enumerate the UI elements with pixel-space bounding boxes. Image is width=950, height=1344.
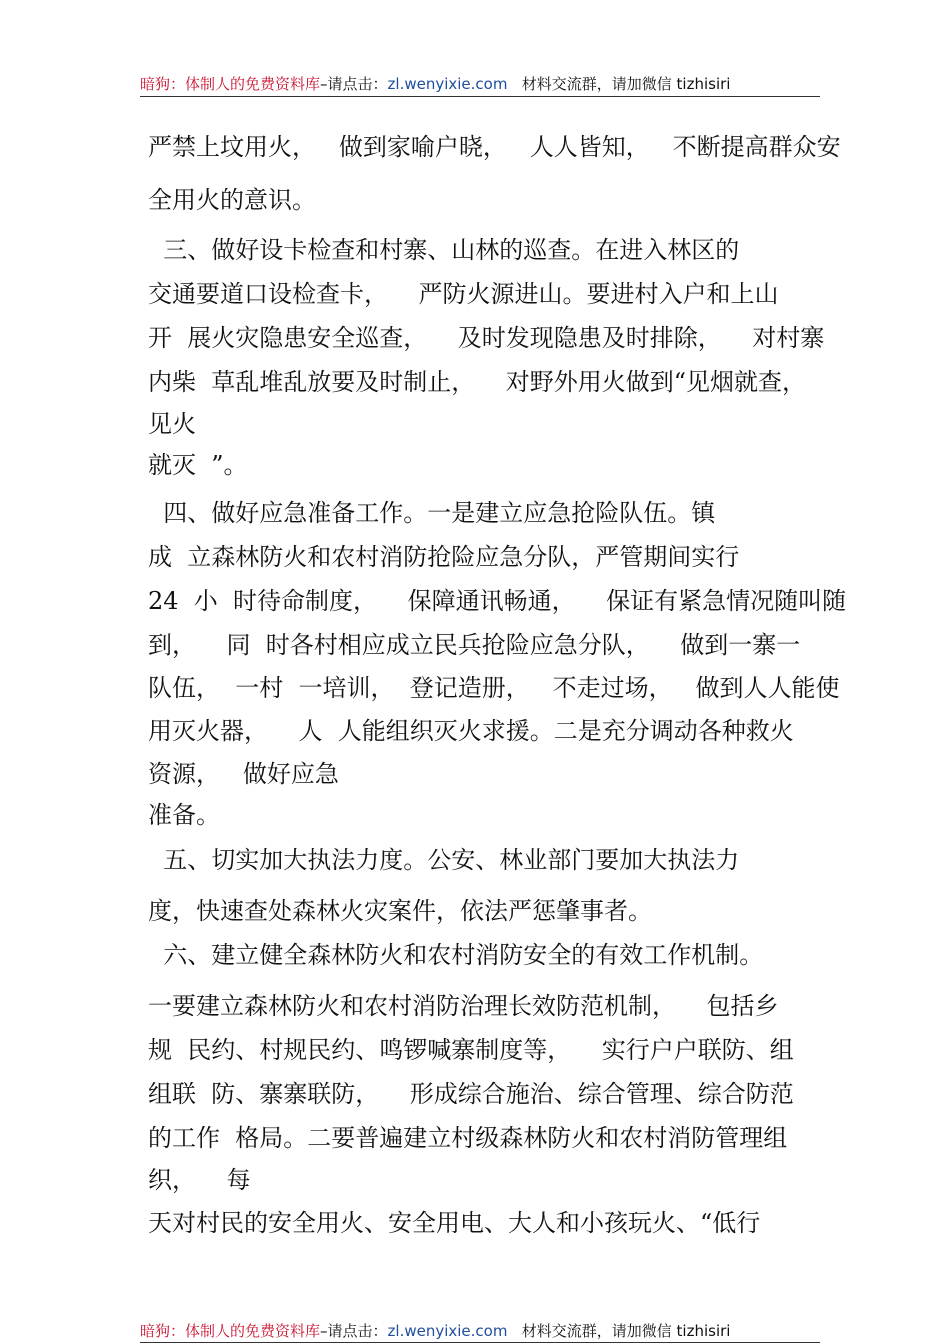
body-line: 规 民约、村规民约、鸣锣喊寨制度等， 实行户户联防、组 xyxy=(148,1036,794,1064)
body-line: 交通要道口设检查卡， 严防火源进山。要进村入户和上山 xyxy=(148,280,779,308)
footer-banner xyxy=(140,1320,820,1342)
body-line: 准备。 xyxy=(148,801,220,829)
body-line: 用灭火器， 人 人能组织灭火求援。二是充分调动各种救火 xyxy=(148,717,794,745)
body-line: 五、切实加大执法力度。公安、林业部门要加大执法力 xyxy=(148,846,740,874)
body-line: 的工作 格局。二要普遍建立村级森林防火和农村消防管理组 xyxy=(148,1124,788,1152)
body-line: 严禁上坟用火， 做到家喻户晓， 人人皆知， 不断提高群众安 xyxy=(148,133,841,161)
footer-contact: 材料交流群，请加微信 tizhisiri xyxy=(521,1322,731,1340)
header-banner xyxy=(140,73,820,95)
body-line: 天对村民的安全用火、安全用电、大人和小孩玩火、“低行 xyxy=(148,1209,761,1237)
body-line: 24 小 时待命制度， 保障通讯畅通， 保证有紧急情况随叫随 xyxy=(148,587,847,615)
body-line: 资源， 做好应急 xyxy=(148,760,339,788)
body-line: 四、做好应急准备工作。一是建立应急抢险队伍。镇 xyxy=(148,499,716,527)
body-line: 见火 xyxy=(148,410,196,438)
body-line: 三、做好设卡检查和村寨、山林的巡查。在进入林区的 xyxy=(148,236,740,264)
footer-url-link[interactable]: zl.wenyixie.com xyxy=(387,1322,508,1340)
body-line: 全用火的意识。 xyxy=(148,186,316,214)
body-line: 开 展火灾隐患安全巡查， 及时发现隐患及时排除， 对村寨 xyxy=(148,324,825,352)
body-line: 内柴 草乱堆乱放要及时制止， 对野外用火做到“见烟就查， xyxy=(148,368,807,396)
body-line: 一要建立森林防火和农村消防治理长效防范机制， 包括乡 xyxy=(148,992,779,1020)
header-rule xyxy=(140,96,820,97)
body-line: 到， 同 时各村相应成立民兵抢险应急分队， 做到一寨一 xyxy=(148,631,801,659)
body-line: 六、建立健全森林防火和农村消防安全的有效工作机制。 xyxy=(148,941,764,969)
body-line: 织， 每 xyxy=(148,1166,251,1194)
footer-rule xyxy=(140,1342,820,1343)
banner-contact: 材料交流群，请加微信 tizhisiri xyxy=(521,75,731,93)
banner-brand: 暗狗：体制人的免费资料库 xyxy=(140,75,321,93)
body-line: 度，快速查处森林火灾案件，依法严惩肇事者。 xyxy=(148,897,652,925)
body-line: 成 立森林防火和农村消防抢险应急分队，严管期间实行 xyxy=(148,543,740,571)
body-line: 就灭 ”。 xyxy=(148,451,248,479)
banner-url-link[interactable]: zl.wenyixie.com xyxy=(387,75,508,93)
footer-brand: 暗狗：体制人的免费资料库 xyxy=(140,1322,321,1340)
banner-click-prompt: –请点击： xyxy=(320,75,388,93)
body-line: 组联 防、寨寨联防， 形成综合施治、综合管理、综合防范 xyxy=(148,1080,794,1108)
footer-click-prompt: –请点击： xyxy=(320,1322,388,1340)
body-line: 队伍， 一村 一培训， 登记造册， 不走过场， 做到人人能使 xyxy=(148,674,840,702)
